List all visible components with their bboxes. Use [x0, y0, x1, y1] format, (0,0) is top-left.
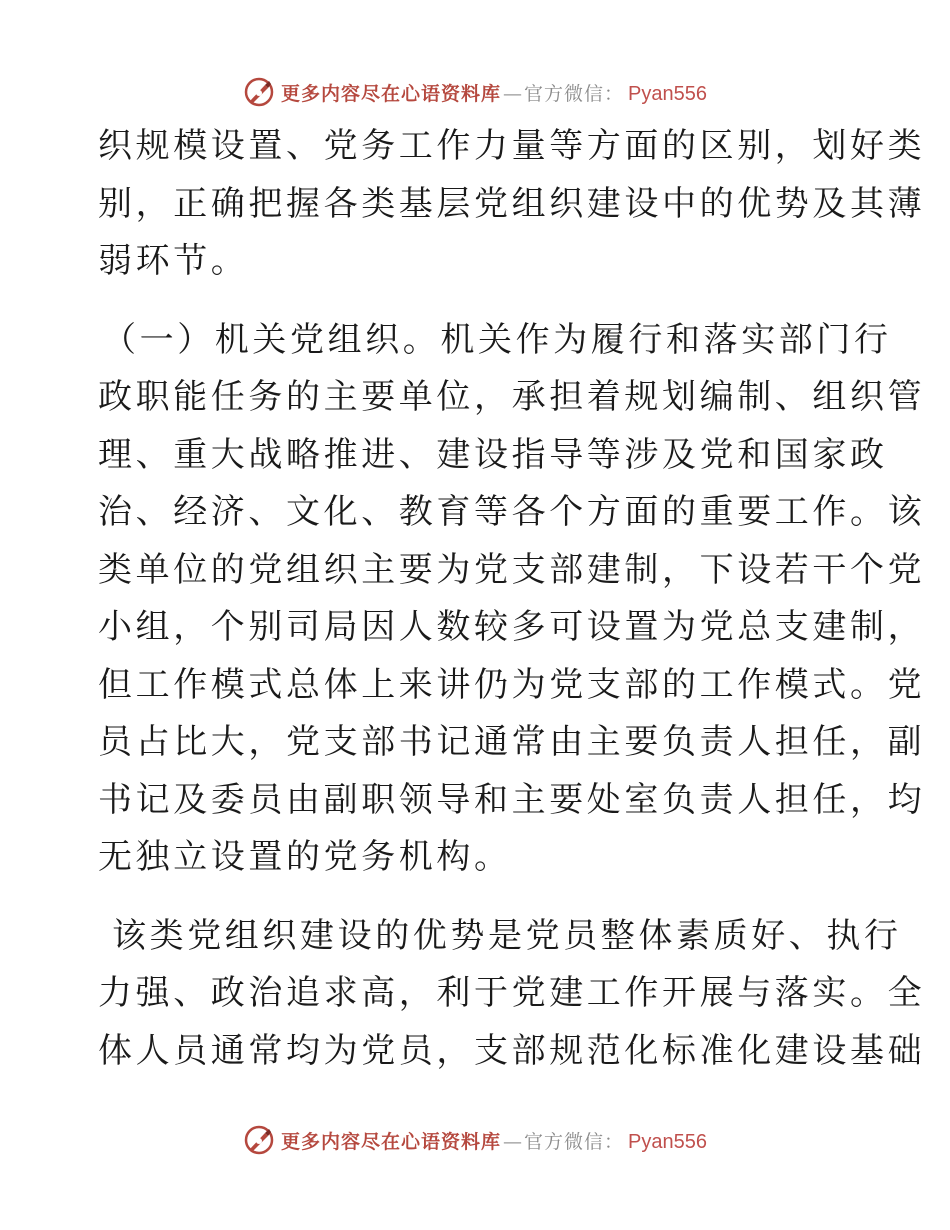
quill-logo-icon [243, 1124, 275, 1156]
text-line: 小组，个别司局因人数较多可设置为党总支建制， [98, 607, 926, 647]
text-line: 织规模设置、党务工作力量等方面的区别，划好类 [98, 126, 926, 166]
watermark-banner-bottom [0, 1120, 950, 1160]
quill-logo-icon [243, 76, 275, 108]
text-line: 理、重大战略推进、建设指导等涉及党和国家政 [98, 434, 888, 475]
watermark-dash: — [503, 1130, 523, 1153]
watermark-wechat-id: Pyan556 [628, 1130, 707, 1153]
text-line: 书记及委员由副职领导和主要处室负责人担任，均 [98, 779, 926, 820]
watermark-red-text: 更多内容尽在心语资料库 [281, 82, 502, 105]
text-line: 体人员通常均为党员，支部规范化标准化建设基础 [98, 1030, 926, 1071]
watermark-gray-text: 官方微信： [524, 1130, 625, 1153]
watermark-wechat-id: Pyan556 [628, 82, 707, 105]
text-line: 员占比大，党支部书记通常由主要负责人担任，副 [98, 722, 926, 762]
document-body [98, 118, 926, 1080]
text-line: 治、经济、文化、教育等各个方面的重要工作。该 [98, 492, 926, 532]
text-line: 弱环节。 [98, 241, 249, 281]
watermark-gray-text: 官方微信： [524, 82, 625, 105]
watermark-red-text: 更多内容尽在心语资料库 [281, 1130, 502, 1153]
text-line: 无独立设置的党务机构。 [98, 837, 512, 877]
text-line: （一）机关党组织。机关作为履行和落实部门行 [102, 319, 892, 360]
paragraph-1 [98, 118, 926, 291]
text-line: 别，正确把握各类基层党组织建设中的优势及其薄 [98, 183, 926, 224]
text-line: 但工作模式总体上来讲仍为党支部的工作模式。党 [98, 664, 926, 705]
paragraph-3 [98, 908, 926, 1081]
text-line: 类单位的党组织主要为党支部建制，下设若干个党 [98, 549, 926, 590]
text-line: 力强、政治追求高，利于党建工作开展与落实。全 [98, 973, 926, 1013]
text-line: 该类党组织建设的优势是党员整体素质好、执行 [112, 915, 902, 956]
watermark-banner-top [0, 72, 950, 112]
watermark-dash: — [503, 82, 523, 105]
paragraph-2 [98, 312, 926, 887]
text-line: 政职能任务的主要单位，承担着规划编制、组织管 [98, 377, 926, 417]
